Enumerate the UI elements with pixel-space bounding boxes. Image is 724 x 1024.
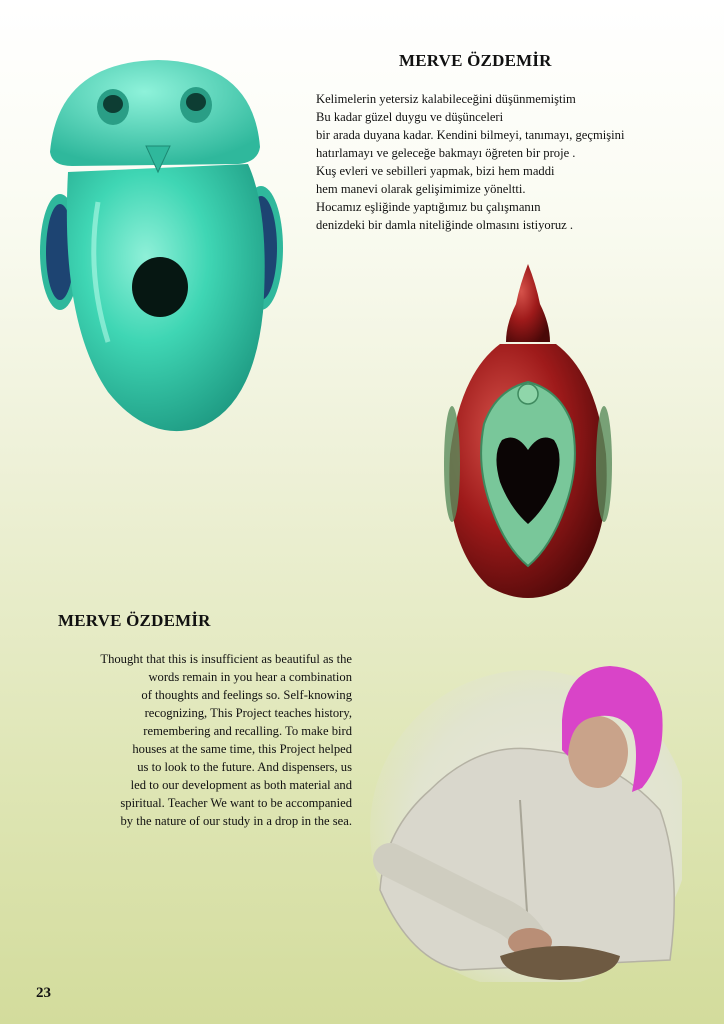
heading-english: MERVE ÖZDEMİR (58, 611, 211, 630)
heading-turkish: MERVE ÖZDEMİR (399, 51, 552, 70)
text-line: led to our development as both material and (130, 778, 352, 792)
text-line: Thought that this is insufficient as beautiful as the (100, 652, 352, 666)
page-number: 23 (36, 985, 51, 1001)
text-line: Hocamız eşliğinde yaptığımız bu çalışmanın (316, 200, 541, 214)
text-line: hem manevi olarak gelişimimize yöneltti. (316, 182, 526, 196)
text-line: by the nature of our study in a drop in the sea. (120, 814, 352, 828)
text-line: Bu kadar güzel duygu ve düşünceleri (316, 110, 504, 124)
text-line: words remain in you hear a combination (148, 670, 352, 684)
text-line: bir arada duyana kadar. Kendini bilmeyi, tanımayı, geçmişini (316, 128, 625, 142)
text-line: recognizing, This Project teaches history, (144, 706, 352, 720)
spire-top (506, 264, 550, 342)
owl-entrance-hole (132, 257, 188, 317)
artisan-working-clay-photo (370, 660, 682, 982)
text-line: hatırlamayı ve geleceğe bakmayı öğreten bir proje . (316, 146, 576, 160)
text-line: of thoughts and feelings so. Self-knowing (141, 688, 352, 702)
text-line: spiritual. Teacher We want to be accompanied (120, 796, 352, 810)
text-line: denizdeki bir damla niteliğinde olmasını istiyoruz . (316, 218, 574, 232)
text-line: remembering and recalling. To make bird (143, 724, 352, 738)
text-line: us to look to the future. And dispensers, us (137, 760, 352, 774)
text-line: Kelimelerin yetersiz kalabileceğini düşünmemiştim (316, 92, 576, 106)
body-text-turkish (316, 90, 716, 234)
turquoise-owl-birdhouse-photo (38, 52, 288, 438)
text-line: Kuş evleri ve sebilleri yapmak, bizi hem maddi (316, 164, 555, 178)
body-text-english (40, 650, 352, 830)
text-line: houses at the same time, this Project helped (132, 742, 352, 756)
red-ornamental-birdhouse-photo (440, 264, 616, 606)
